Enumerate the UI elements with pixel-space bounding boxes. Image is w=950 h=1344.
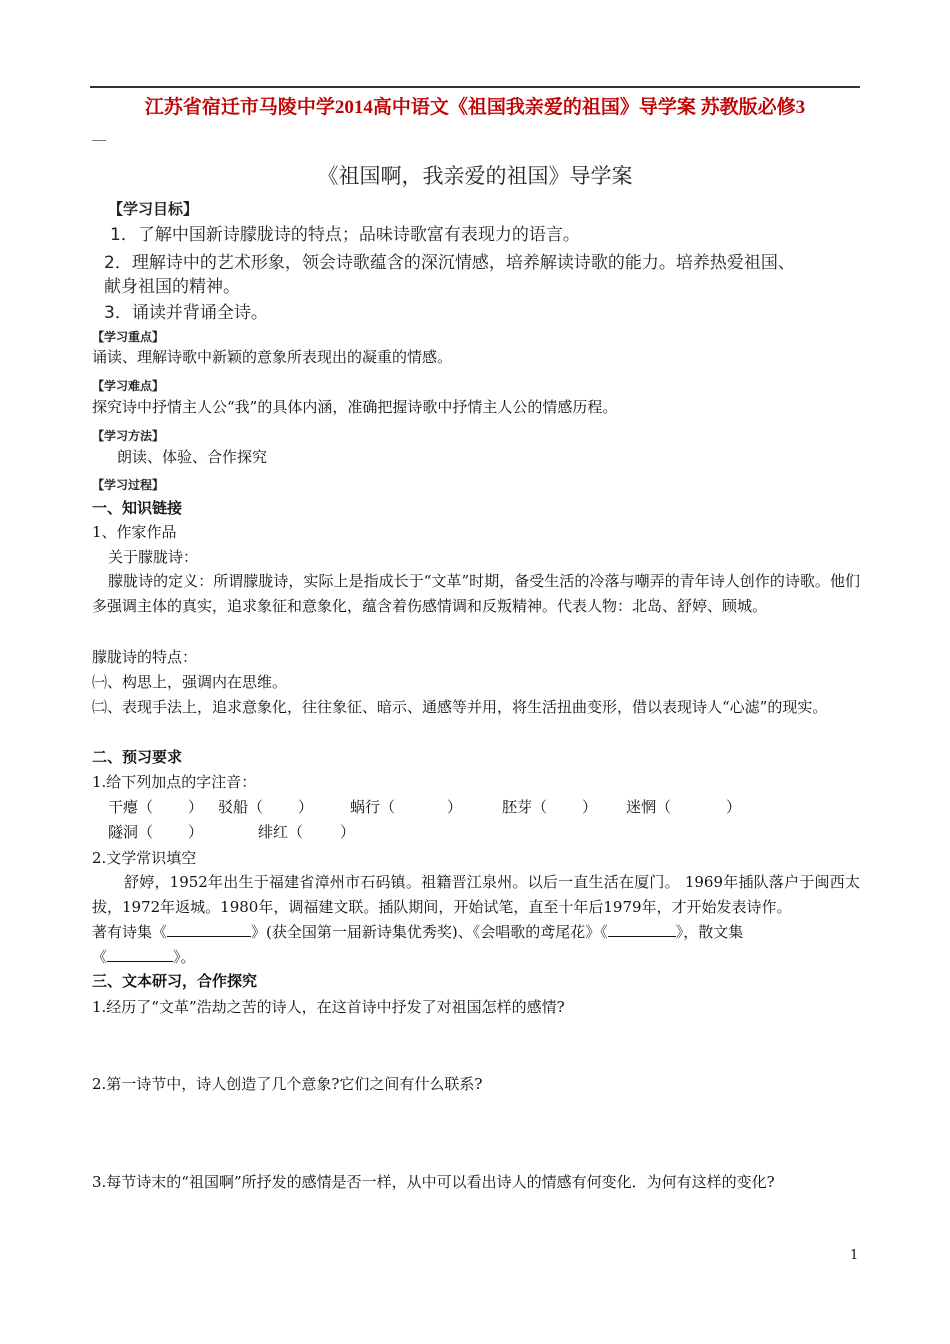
top-rule: [90, 86, 860, 88]
difficulty-text: 探究诗中抒情主人公“我”的具体内涵，准确把握诗歌中抒情主人公的情感历程。: [92, 398, 618, 416]
section3-q1: 1.经历了“文革”浩劫之苦的诗人，在这首诗中抒发了对祖国怎样的感情?: [92, 998, 565, 1016]
pinyin-close-4: ）: [582, 798, 598, 816]
fill-text-c: 》，散文集: [675, 923, 744, 941]
objective-1: 1．了解中国新诗朦胧诗的特点；品味诗歌富有表现力的语言。: [110, 225, 580, 245]
fill-line-2: [92, 945, 196, 970]
page-number: 1: [850, 1248, 859, 1263]
focus-text: 诵读、理解诗歌中新颖的意象所表现出的凝重的情感。: [92, 348, 453, 366]
pinyin-close-7: ）: [340, 823, 356, 841]
method-text: 朗读、体验、合作探究: [117, 448, 268, 466]
pinyin-word-2: 驳船（: [218, 798, 264, 816]
shuting-bio: 舒婷，1952年出生于福建省漳州市石码镇。祖籍晋江泉州。以后一直生活在厦门。 1969年插队落户于闽西太拔，1972年返城。1980年，调福建文联。插队期间，开始试笔，直至十年后1979年，才开始发表诗作。: [92, 873, 860, 916]
feature-2: ㈡、表现手法上，追求意象化，往往象征、暗示、通感等并用，将生活扭曲变形，借以表现诗人“心滤”的现实。: [92, 698, 828, 716]
about-menglong: 关于朦胧诗：: [108, 548, 199, 566]
objective-3: 3．诵读并背诵全诗。: [104, 303, 268, 323]
section2-q1: 1.给下列加点的字注音：: [92, 773, 257, 791]
pinyin-word-4: 胚芽（: [502, 798, 548, 816]
process-heading: 【学习过程】: [92, 478, 165, 492]
pinyin-close-5: ）: [726, 798, 742, 816]
section1-heading: 一、知识链接: [92, 499, 183, 517]
fill-line-1: [92, 920, 743, 945]
section2-heading: 二、预习要求: [92, 748, 183, 766]
section3-heading: 三、文本研习，合作探究: [92, 972, 258, 990]
fill-blank-poetry-2[interactable]: [608, 922, 676, 937]
objectives-heading: 【学习目标】: [108, 200, 199, 218]
pinyin-word-6: 隧洞（: [108, 823, 154, 841]
fill-text-b: 》(获全国第一届新诗集优秀奖)、《会唱歌的鸢尾花》《: [251, 923, 608, 941]
pinyin-word-7: 绯红（: [258, 823, 304, 841]
fill-text-d: 《: [92, 948, 108, 966]
fill-blank-poetry[interactable]: [167, 922, 251, 937]
title-dash: [92, 140, 106, 141]
document-title: 江苏省宿迁市马陵中学2014高中语文《祖国我亲爱的祖国》导学案 苏教版必修3: [144, 97, 806, 118]
pinyin-close-2: ）: [298, 798, 314, 816]
section3-q2: 2.第一诗节中，诗人创造了几个意象?它们之间有什么联系?: [92, 1075, 483, 1093]
method-heading: 【学习方法】: [92, 429, 165, 443]
pinyin-close-1: ）: [188, 798, 204, 816]
pinyin-word-3: 蜗行（: [350, 798, 396, 816]
objective-2-line1: 2．理解诗中的艺术形象，领会诗歌蕴含的深沉情感，培养解读诗歌的能力。培养热爱祖国、: [104, 253, 795, 273]
pinyin-word-5: 迷惘（: [626, 798, 672, 816]
section3-q3: 3.每节诗末的“祖国啊”所抒发的感情是否一样，从中可以看出诗人的情感有何变化．为何有这样的变化?: [92, 1173, 775, 1191]
fill-blank-prose[interactable]: [107, 947, 173, 962]
objective-2-line2: 献身祖国的精神。: [104, 277, 240, 297]
fill-text-e: 》。: [173, 948, 196, 966]
pinyin-close-6: ）: [188, 823, 204, 841]
focus-heading: 【学习重点】: [92, 330, 165, 344]
section2-q2: 2.文学常识填空: [92, 849, 197, 867]
page-title: 《祖国啊，我亲爱的祖国》导学案: [317, 164, 633, 188]
pinyin-close-3: ）: [447, 798, 463, 816]
features-title: 朦胧诗的特点：: [92, 648, 198, 666]
pinyin-word-1: 干瘪（: [108, 798, 154, 816]
difficulty-heading: 【学习难点】: [92, 379, 165, 393]
section1-sub1: 1、作家作品: [92, 523, 177, 541]
fill-text-a: 著有诗集《: [92, 923, 168, 941]
definition-paragraph: 朦胧诗的定义：所谓朦胧诗，实际上是指成长于“文革”时期，备受生活的冷落与嘲弄的青年诗人创作的诗歌。他们多强调主体的真实，追求象征和意象化，蕴含着伤感情调和反叛精神。代表人物：北岛、舒婷、顾城。: [92, 572, 860, 615]
feature-1: ㈠、构思上，强调内在思维。: [92, 673, 288, 691]
